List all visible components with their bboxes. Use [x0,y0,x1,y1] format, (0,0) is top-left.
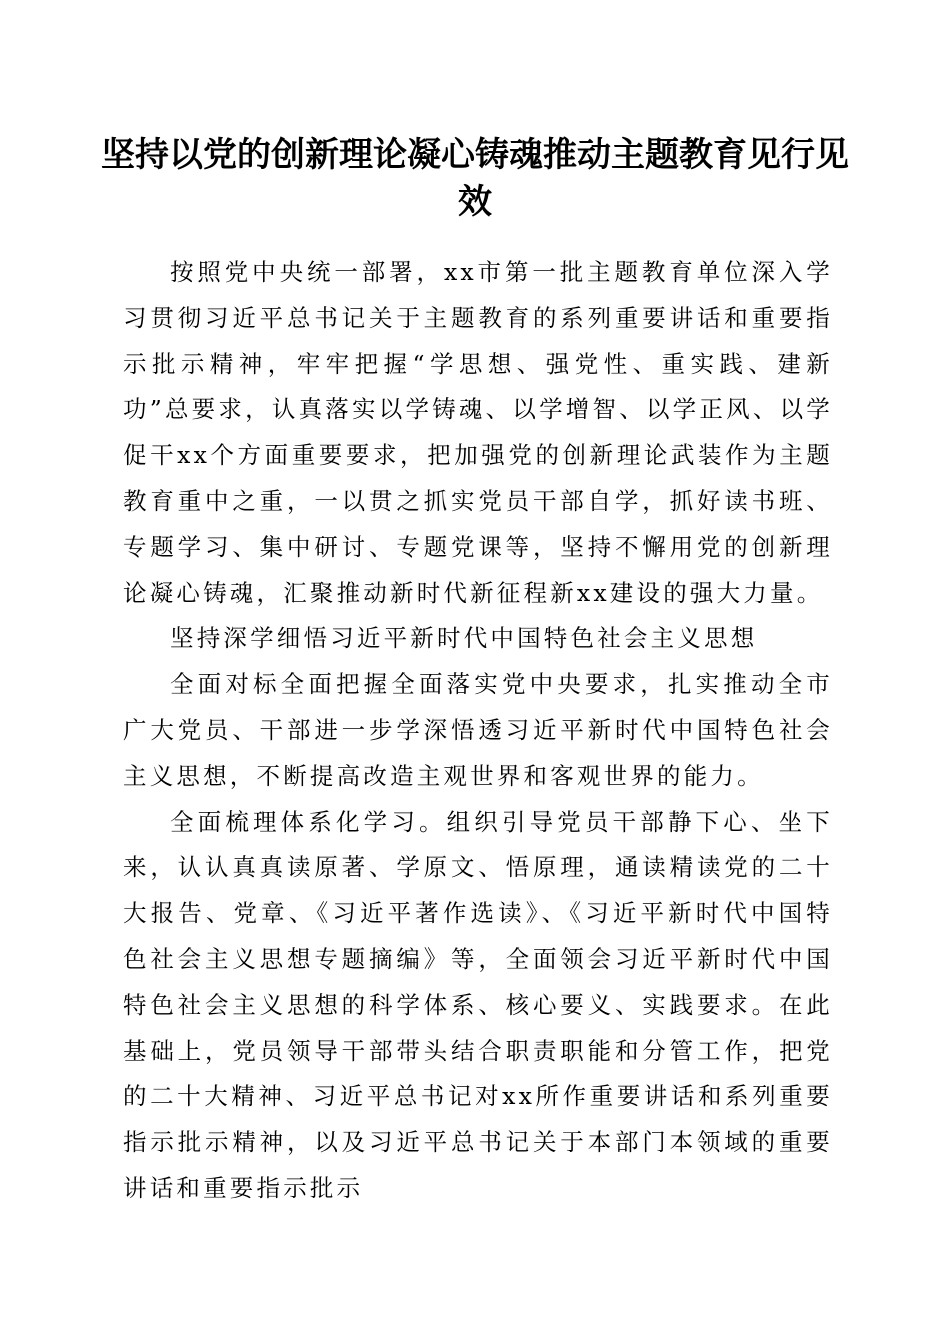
section-heading: 坚持深学细悟习近平新时代中国特色社会主义思想 [170,624,758,653]
paragraph-intro: 按照党中央统一部署，xx市第一批主题教育单位深入学习贯彻习近平总书记关于主题教育的系列重要讲话和重要指示批示精神，牢牢把握“学思想、强党性、重实践、建新功”总要求，认真落实以学铸魂、以学增智、以学正风、以学促干xx个方面重要要求，把加强党的创新理论武装作为主题教育重中之重，一以贯之抓实党员干部自学，抓好读书班、专题学习、集中研讨、专题党课等，坚持不懈用党的创新理论凝心铸魂，汇聚推动新时代新征程新xx建设的强大力量。 [123,258,833,607]
document-body [123,250,833,1212]
document-title: 坚持以党的创新理论凝心铸魂推动主题教育见行见效 [101,135,849,222]
paragraph-systematic-study: 全面梳理体系化学习。组织引导党员干部静下心、坐下来，认认真真读原著、学原文、悟原理，通读精读党的二十大报告、党章、《习近平著作选读》、《习近平新时代中国特色社会主义思想专题摘编》等，全面领会习近平新时代中国特色社会主义思想的科学体系、核心要义、实践要求。在此基础上，党员领导干部带头结合职责职能和分管工作，把党的二十大精神、习近平总书记对xx所作重要讲话和系列重要指示批示精神，以及习近平总书记关于本部门本领域的重要讲话和重要指示批示 [123,807,833,1202]
paragraph-section-summary: 全面对标全面把握全面落实党中央要求，扎实推动全市广大党员、干部进一步学深悟透习近平新时代中国特色社会主义思想，不断提高改造主观世界和客观世界的能力。 [123,670,833,790]
